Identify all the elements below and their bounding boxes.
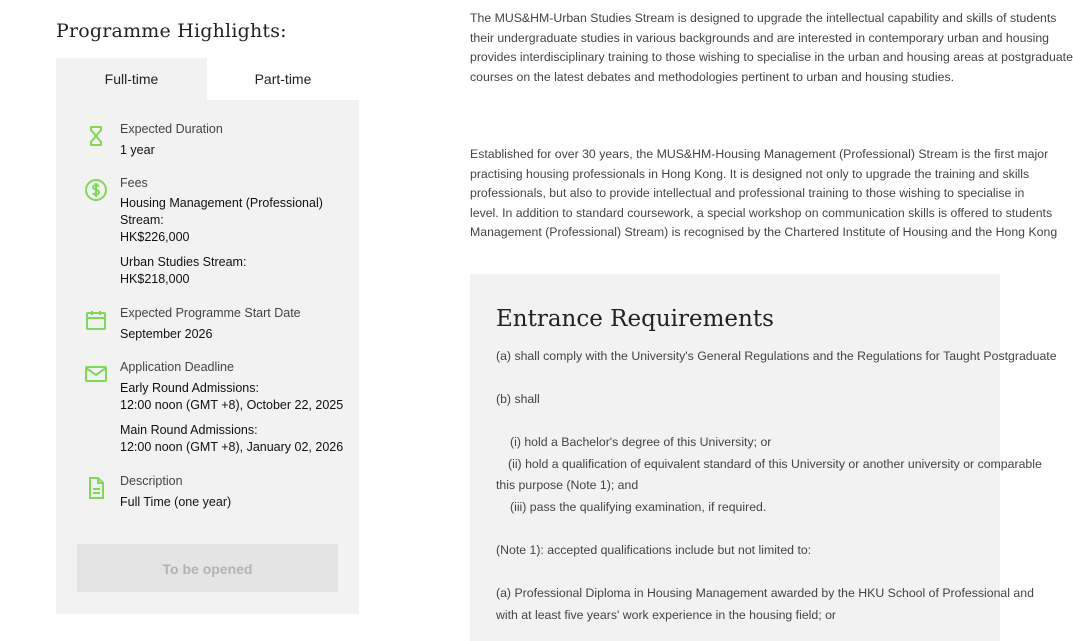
paragraph-line: provides interdisciplinary training to those wishing to specialise in the urban and housing areas at postgraduate	[470, 50, 1073, 64]
paragraph-line: Established for over 30 years, the MUS&HM-Housing Management (Professional) Stream is the first major	[470, 147, 1049, 161]
description-value: Full Time (one year)	[120, 495, 232, 509]
tab-part-time[interactable]: Part-time	[207, 58, 359, 100]
tab-full-time[interactable]: Full-time	[56, 58, 207, 100]
early-round-value: 12:00 noon (GMT +8), October 22, 2025	[120, 398, 344, 412]
duration-label: Expected Duration	[120, 122, 223, 136]
entrance-requirements-section	[470, 274, 1057, 641]
paragraph-line: Management (Professional) Stream) is recognised by the Chartered Institute of Housing and the Hong Kong	[470, 225, 1058, 239]
paragraph-line: practising housing professionals in Hong Kong. It is designed not only to upgrade the training and skills	[470, 166, 1030, 181]
deadline-label: Application Deadline	[120, 360, 234, 374]
requirement-line: this purpose (Note 1); and	[496, 478, 639, 492]
document-icon	[84, 476, 108, 500]
paragraph-line: level. In addition to standard coursework, a special workshop on communication skills is offered to students	[470, 205, 1053, 220]
requirement-line: with at least five years' work experience in the housing field; or	[496, 608, 837, 622]
study-mode-tabs	[56, 58, 359, 100]
paragraph-line: The MUS&HM-Urban Studies Stream is designed to upgrade the intellectual capability and skills of students	[470, 11, 1057, 25]
main-round-label: Main Round Admissions:	[120, 423, 258, 437]
housing-management-paragraph	[470, 145, 1058, 243]
requirement-line: (a) Professional Diploma in Housing Management awarded by the HKU School of Professional and	[496, 586, 1034, 600]
start-date-value: September 2026	[120, 327, 213, 341]
paragraph-line: professionals, but also to provide intellectual and professional training to those wishing to specialise in	[470, 186, 1025, 200]
mail-icon	[84, 362, 108, 386]
housing-fee-name: Housing Management (Professional) Stream:	[120, 196, 323, 227]
apply-button[interactable]: To be opened	[77, 544, 338, 592]
requirement-line: (ii) hold a qualification of equivalent standard of this University or another university or comparable	[508, 457, 1042, 471]
entrance-requirements-title: Entrance Requirements	[496, 306, 774, 332]
requirement-line: (Note 1): accepted qualifications include but not limited to:	[496, 543, 812, 557]
paragraph-line: their undergraduate studies in various backgrounds and are interested in contemporary urban and housing	[470, 30, 1050, 45]
housing-fee-value: HK$226,000	[120, 230, 190, 244]
paragraph-line: courses on the latest debates and methodologies pertinent to urban and housing studies.	[470, 69, 955, 84]
fees-label: Fees	[120, 176, 148, 190]
requirement-line: (i) hold a Bachelor's degree of this University; or	[510, 435, 772, 449]
duration-value: 1 year	[120, 143, 155, 157]
urban-studies-paragraph	[470, 9, 1073, 87]
requirement-line: (iii) pass the qualifying examination, if required.	[510, 500, 767, 514]
urban-fee-name: Urban Studies Stream:	[120, 255, 247, 269]
highlights-panel	[56, 58, 359, 614]
main-round-value: 12:00 noon (GMT +8), January 02, 2026	[120, 440, 344, 454]
urban-fee-value: HK$218,000	[120, 272, 190, 286]
requirement-line: (a) shall comply with the University's General Regulations and the Regulations for Taught Postgraduate	[496, 349, 1057, 363]
description-label: Description	[120, 474, 183, 488]
requirement-line: (b) shall	[496, 392, 540, 406]
early-round-label: Early Round Admissions:	[120, 381, 259, 395]
hourglass-icon	[84, 124, 108, 148]
calendar-icon	[84, 308, 108, 332]
programme-highlights-title: Programme Highlights:	[56, 20, 287, 42]
dollar-circle-icon	[84, 178, 108, 202]
start-date-label: Expected Programme Start Date	[120, 306, 301, 320]
